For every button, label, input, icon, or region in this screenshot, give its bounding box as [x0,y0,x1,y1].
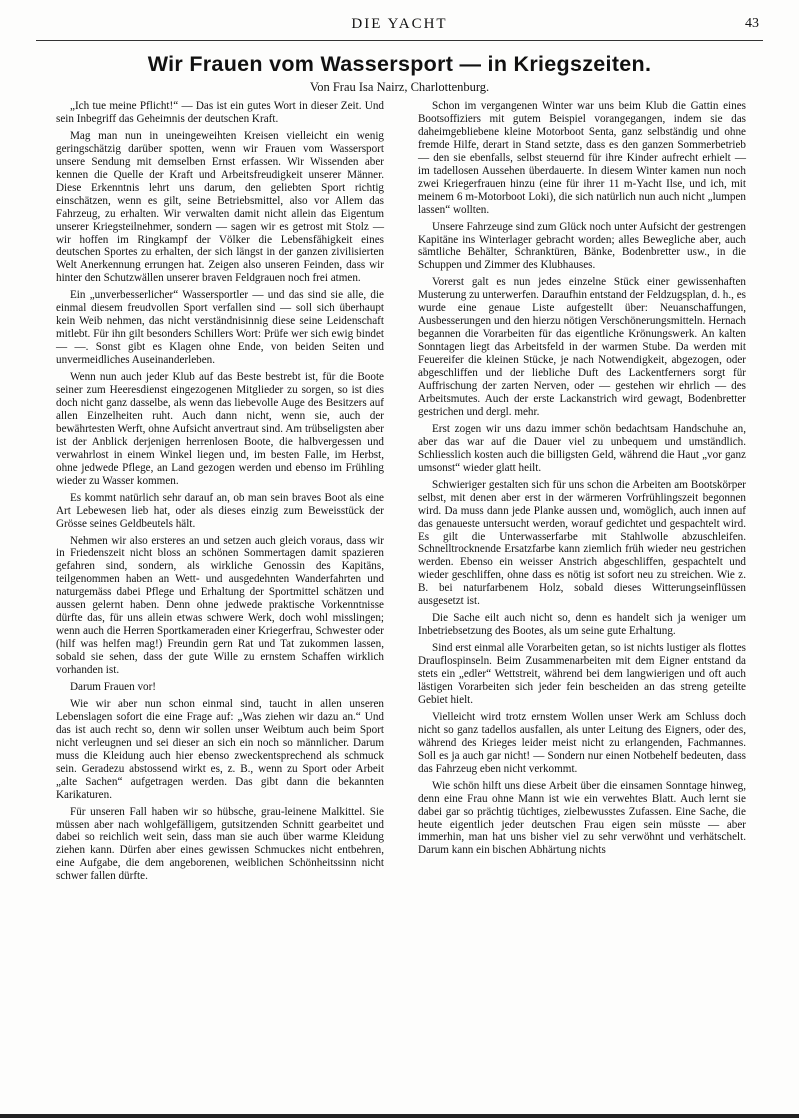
left-column [56,100,384,883]
paragraph: Die Sache eilt auch nicht so, denn es handelt sich ja weniger um Inbetriebsetzung des Bootes, als um seine gute Erhaltung. [418,612,746,638]
paragraph: Darum Frauen vor! [70,680,157,693]
paragraph: Mag man nun in uneingeweihten Kreisen vielleicht ein wenig geringschätzig darüber spotten, wenn wir Frauen vom Wassersport unsere Sendung mit demselben Ernst erfassen. Wir Wissenden aber kennen die Quelle der Kraft und Arbeitsfreudigkeit unserer Männer. Diese Erkenntnis lehrt uns darum, den geliebten Sport richtig einschätzen, wenn es gilt, seine Betriebsmittel, also vor Allem das Fahrzeug, zu erhalten. Wir verwalten damit nicht allein das Eigentum unserer Kriegsteilnehmer, sondern — sagen wir es getrost mit Stolz — wir hoffen im Ringkampf der Völker die Lebensfähigkeit eines deutschen Sportes zu erhalten, der sich längst in der ganzen zivilisierten Welt Anerkennung errungen hat. Zeigen also unseren Feinden, dass wir hinter den Schutzwällen unserer braven Feldgrauen noch frei atmen. [56,129,384,285]
paragraph: Wie wir aber nun schon einmal sind, taucht in allen unseren Lebenslagen sofort die eine Frage auf: „Was ziehen wir dazu an.“ Und das ist auch recht so, denn wir sollen unser Weibtum auch beim Sport nicht verleugnen und sei dieser an sich ein noch so männlicher. Darum muss die Kleidung auch hier ebenso zweckentsprechend als schmuck sein. Geradezu abstossend wirkt es, z. B., wenn zu Sport oder Arbeit „alte Sachen“ aufgetragen werden. Das gibt dann die bekannten Karikaturen. [56,697,384,801]
paragraph: Wenn nun auch jeder Klub auf das Beste bestrebt ist, für die Boote seiner zum Heeresdienst eingezogenen Mitglieder zu sorgen, so ist dies doch nicht ganz dasselbe, als wenn das liebevolle Auge des Besitzers auf allen Einzelheiten ruht. Auch dann nicht, wenn sie, auch der bewährtesten Werft, ohne Aufsicht anvertraut sind. Am trübseligsten aber ist der Anblick derjenigen herrenlosen Boote, die halbvergessen und verwahrlost in einem Winkel liegen und, im besten Falle, im Herbst, ohne jedwede Pflege, an Land gezogen werden und ebenso im Frühling wieder zu Wasser kommen. [56,371,384,487]
paragraph: „Ich tue meine Pflicht!“ — Das ist ein gutes Wort in dieser Zeit. Und sein Inbegriff das Geheimnis der deutschen Kraft. [56,100,384,125]
paragraph: Unsere Fahrzeuge sind zum Glück noch unter Aufsicht der gestrengen Kapitäne ins Winterlager gebracht worden; alles Bewegliche aber, auch sämtliche Behälter, Schranktüren, Bänke, Bodenbretter usw., in die Schuppen und Zimmer des Klubhauses. [418,220,746,272]
paragraph: Schwieriger gestalten sich für uns schon die Arbeiten am Bootskörper selbst, mit denen aber erst in der wärmeren Vorfrühlingszeit begonnen wird. Da muss dann jede Planke aussen und, womöglich, auch innen auf das genaueste untersucht werden, worauf gedichtet und gespachtelt wird. Es gilt die Unterwasserfarbe mit Stahlwolle abzuschleifen. Schnelltrocknende Ersatzfarbe kann ziemlich früh wieder neu gestrichen werden. Ebenso ein weisser Anstrich abgeschliffen, gespachtelt und wieder geschliffen, ohne dass es nötig ist sofort neu zu streichen. Wie z. B. bei naturfarbenem Holz, sobald dieses Witterungseinflüssen ausgesetzt ist. [418,478,746,608]
article-title: Wir Frauen vom Wassersport — in Kriegszeiten. [147,52,652,76]
bottom-border [0,1114,799,1118]
article-byline: Von Frau Isa Nairz, Charlottenburg. [309,80,490,94]
paragraph: Für unseren Fall haben wir so hübsche, grau-leinene Malkittel. Sie müssen aber nach wohlgefälligem, gutsitzenden Schnitt gearbeitet und dabei so reichlich weit sein, dass man sie auch über warme Kleidung ziehen kann. Dürfen aber eines gewissen Schmuckes nicht entbehren, eine Aufgabe, die dem angeborenen, weiblichen Schönheitssinn nicht schwer fallen dürfte. [56,805,384,883]
paragraph: Wie schön hilft uns diese Arbeit über die einsamen Sonntage hinweg, denn eine Frau ohne Mann ist wie ein verwehtes Blatt. Auch lernt sie dabei gar so prächtig tüchtiges, zielbewusstes Zufassen. Eine Sache, die heute eigentlich jeder deutschen Frau eigen sein müsste — aber immerhin, man hat uns bisher viel zu sehr verwöhnt und verhätschelt. Darum kann ein bischen Abhärtung nichts [418,779,746,857]
paragraph: Ein „unverbesserlicher“ Wassersportler — und das sind sie alle, die einmal diesem freudvollen Sport verfallen sind — soll sich überhaupt kein Weib nehmen, das nicht verständnisinnig diese seine Leidenschaft mitlebt. Für ihn gilt besonders Schillers Wort: Prüfe wer sich ewig bindet — —. Sonst gibt es Klagen ohne Ende, von beiden Seiten und unvermeidliches Auseinanderleben. [56,289,384,367]
paragraph: Es kommt natürlich sehr darauf an, ob man sein braves Boot als eine Art Lebewesen lieb hat, oder als dieses einzig zum Beweisstück der Grösse seines Geldbeutels hält. [56,491,384,530]
paragraph: Nehmen wir also ersteres an und setzen auch gleich voraus, dass wir in Friedenszeit nicht bloss an schönen Sommertagen damit spazieren gefahren sind, sondern, als wirkliche Genossin des Kapitäns, teilgenommen haben an Wett- und ausgedehnten Wanderfahrten und naturgemäss dabei Pflege und Erhaltung der Sportmittel schätzen und aussen gelernt haben. Denn ohne jedwede praktische Vorkenntnisse dürfte das, für uns allein etwas schwere Werk, doch wohl misslingen; wenn auch die Herren Sportkameraden einer Kriegerfrau, Schwester oder (hilf was helfen mag!) Freundin gern Rat und Tat zukommen lassen, sobald sie sehen, dass der gute Wille zu ernstem Schaffen wirklich vorhanden ist. [56,534,384,677]
paragraph: Vorerst galt es nun jedes einzelne Stück einer gewissenhaften Musterung zu unterwerfen. Daraufhin entstand der Feldzugsplan, d. h., es wurde eine genaue Liste aufgestellt über: Neuanschaffungen, Ausbesserungen und den hierzu nötigen Verschönerungsmitteln. Hernach begannen die Vorarbeiten für das eigentliche Krönungswerk. An kalten Sonntagen liegt das Arbeitsfeld in der warmen Stube. Da werden mit Feuereifer die kleinen Stücke, je nach Notwendigkeit, abgezogen, oder abgeschliffen und der liebliche Duft des Lackentferners sorgt für Auffrischung der zarten Nerven, oder — gestehen wir ehrlich — des Arbeitsmutes. Auch der erste Lackanstrich wird gewagt, Bodenbretter gestrichen und dergl. mehr. [418,276,746,418]
running-title: DIE YACHT [351,16,448,32]
page-number: 43 [745,16,759,31]
paragraph: Schon im vergangenen Winter war uns beim Klub die Gattin eines Bootsoffiziers mit gutem Beispiel vorangegangen, indem sie das daheimgebliebene kleine Motorboot Senta, ganz selbständig und ohne fremde Hilfe, derart in Stand setzte, dass es den ganzen Sommerbetrieb — den sie ebenfalls, selbst steuernd für ihre Kinder aufrecht erhielt — im tadellosen Aussehen überdauerte. In diesem Winter kamen nun noch zwei Kriegerfrauen hinzu (eine für ihrer 11 m-Yacht Ilse, und ich, mit meinem 6 m-Motorboot Loki), die sich natürlich nun auch nicht „lumpen lassen“ wollten. [418,100,746,216]
page-header [36,10,763,41]
paragraph: Vielleicht wird trotz ernstem Wollen unser Werk am Schluss doch nicht so ganz tadellos ausfallen, als unter Leitung des Eigners, oder des, während des Krieges leider meist nicht zu erlangenden, Fachmannes. Soll es ja auch gar nicht! — Sondern nur einen Notbehelf bedeuten, dass das Fahrzeug eben nicht verkommt. [418,710,746,775]
right-column [418,100,746,857]
paragraph: Erst zogen wir uns dazu immer schön bedachtsam Handschuhe an, aber das war auf die Dauer viel zu unbequem und umständlich. Schliesslich kosten auch die billigsten Geld, während die Haut „vor ganz umsonst“ wieder glatt heilt. [418,422,746,474]
paragraph: Sind erst einmal alle Vorarbeiten getan, so ist nichts lustiger als flottes Drauflospinseln. Beim Zusammenarbeiten mit dem Eigner entstand da stets ein „edler“ Wettstreit, während bei dem langwierigen und oft auch lästigen Vorarbeiten sich jeder fein bescheiden an das streng geteilte Gebiet hielt. [418,642,746,706]
